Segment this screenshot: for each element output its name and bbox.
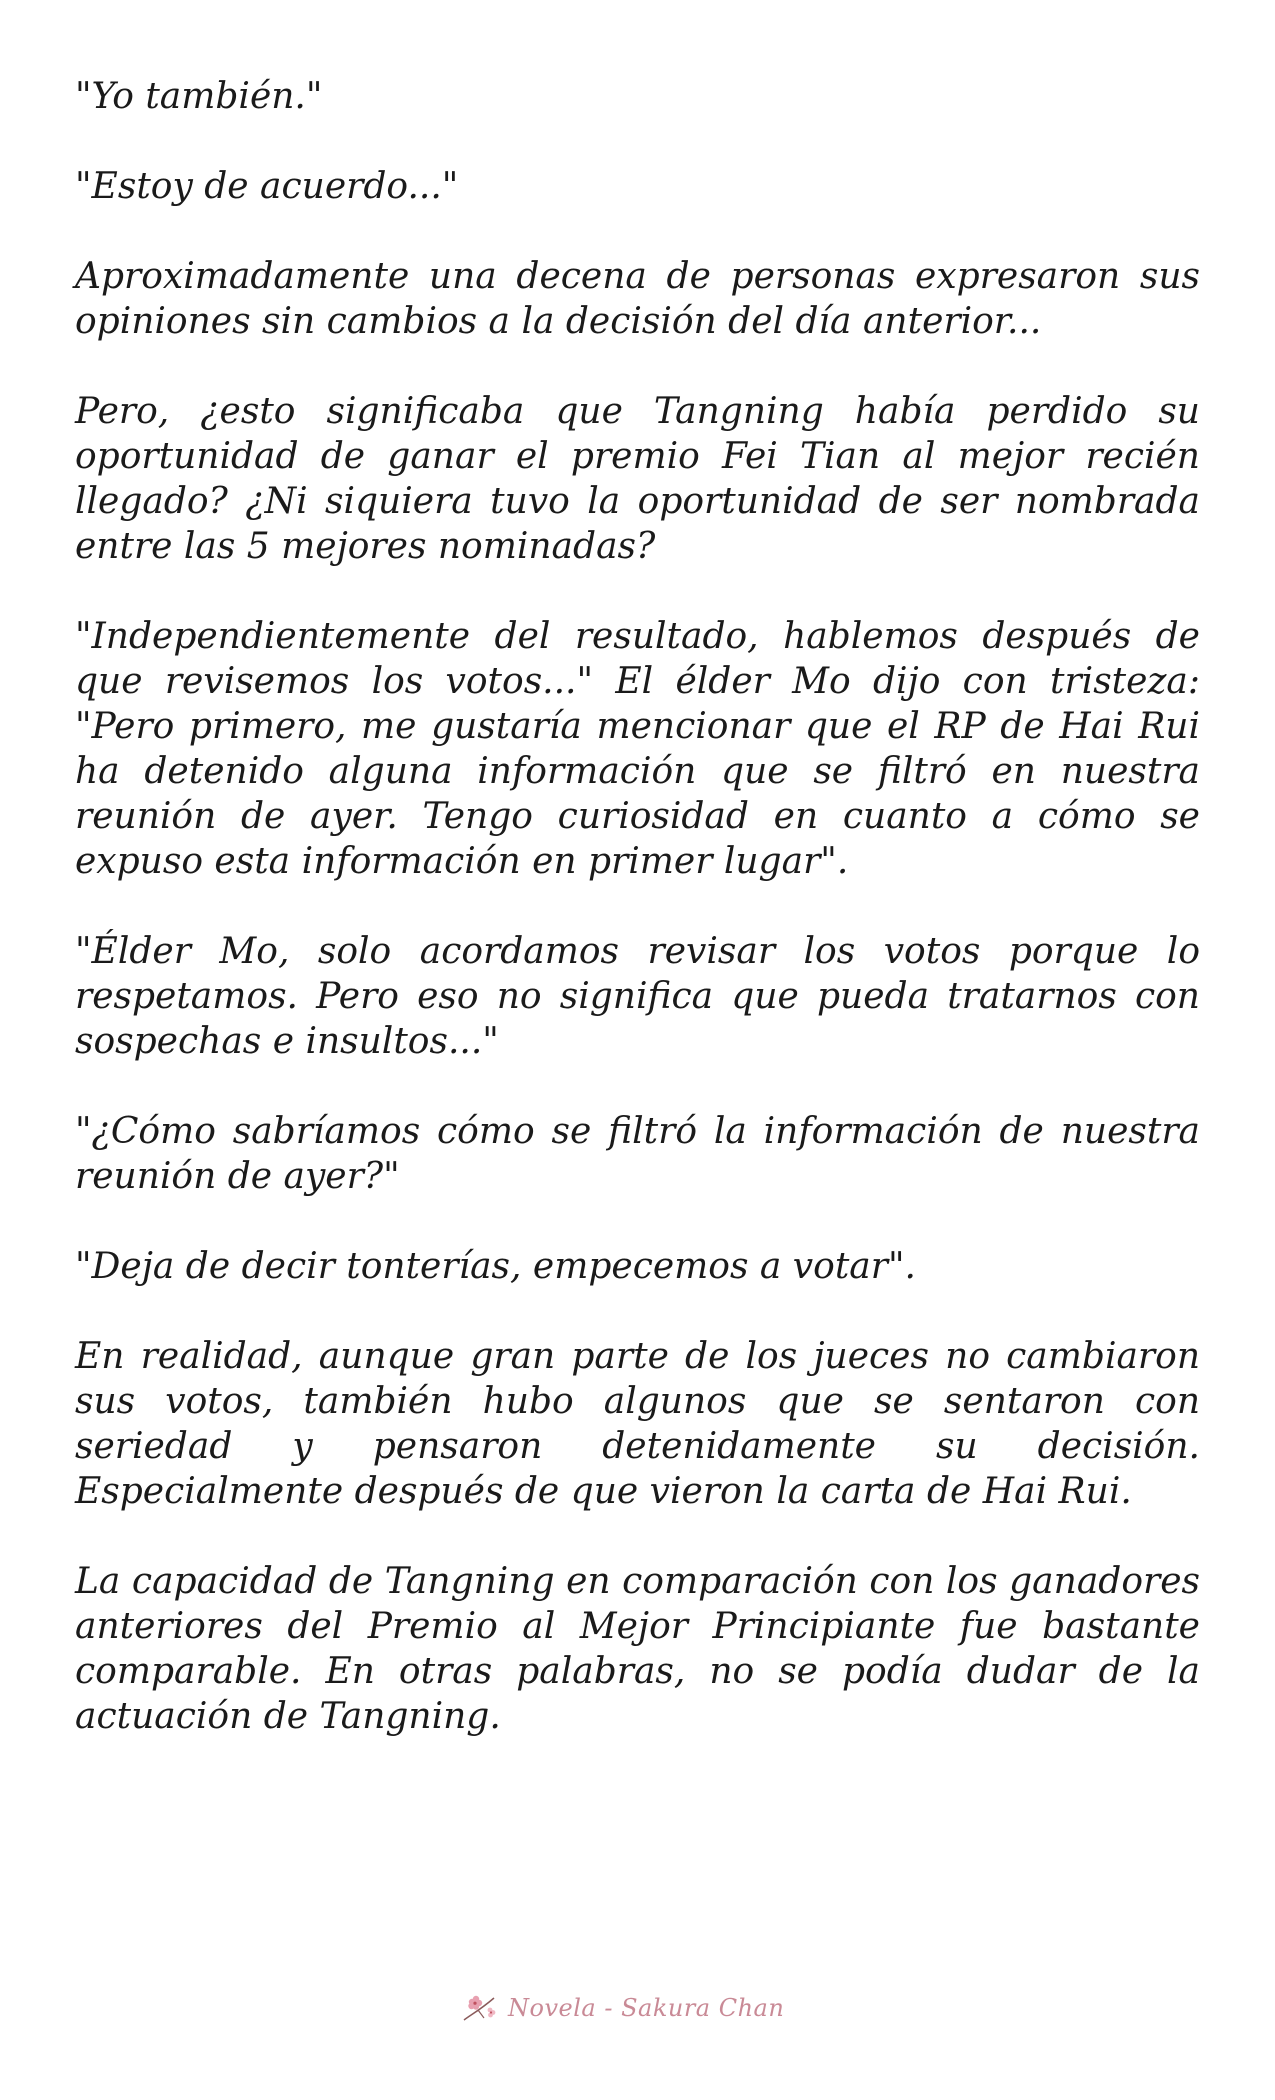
paragraph-1: "Yo también."	[75, 76, 323, 117]
story-text	[75, 74, 1200, 1784]
paragraph-10: La capacidad de Tangning en comparación con los ganadores anteriores del Premio al Mejor Principiante fue bastante comparable. En otras palabras, no se podía dudar de la actuación de Tangning.	[75, 1561, 1200, 1737]
paragraph-8: "Deja de decir tonterías, empecemos a votar".	[75, 1246, 916, 1287]
paragraph-6: "Élder Mo, solo acordamos revisar los votos porque lo respetamos. Pero eso no significa que pueda tratarnos con sospechas e insultos..."	[75, 931, 1200, 1062]
paragraph-4: Pero, ¿esto significaba que Tangning había perdido su oportunidad de ganar el premio Fei Tian al mejor recién llegado? ¿Ni siquiera tuvo la oportunidad de ser nombrada entre las 5 mejores nominadas?	[75, 391, 1200, 567]
paragraph-7: "¿Cómo sabríamos cómo se filtró la información de nuestra reunión de ayer?"	[75, 1111, 1200, 1197]
paragraph-5: "Independientemente del resultado, hablemos después de que revisemos los votos..." El élder Mo dijo con tristeza: "Pero primero, me gustaría mencionar que el RP de Hai Rui ha detenido alguna información que se filtró en nuestra reunión de ayer. Tengo curiosidad en cuanto a cómo se expuso esta información en primer lugar".	[75, 616, 1200, 882]
cherry-blossom-icon	[460, 1990, 500, 2026]
paragraph-2: "Estoy de acuerdo..."	[75, 166, 459, 207]
watermark	[460, 1988, 820, 2028]
watermark-text: Novela - Sakura Chan	[508, 1994, 785, 2022]
paragraph-9: En realidad, aunque gran parte de los jueces no cambiaron sus votos, también hubo algunos que se sentaron con seriedad y pensaron detenidamente su decisión. Especialmente después de que vieron la carta de Hai Rui.	[75, 1336, 1200, 1512]
paragraph-3: Aproximadamente una decena de personas expresaron sus opiniones sin cambios a la decisión del día anterior...	[75, 256, 1200, 342]
